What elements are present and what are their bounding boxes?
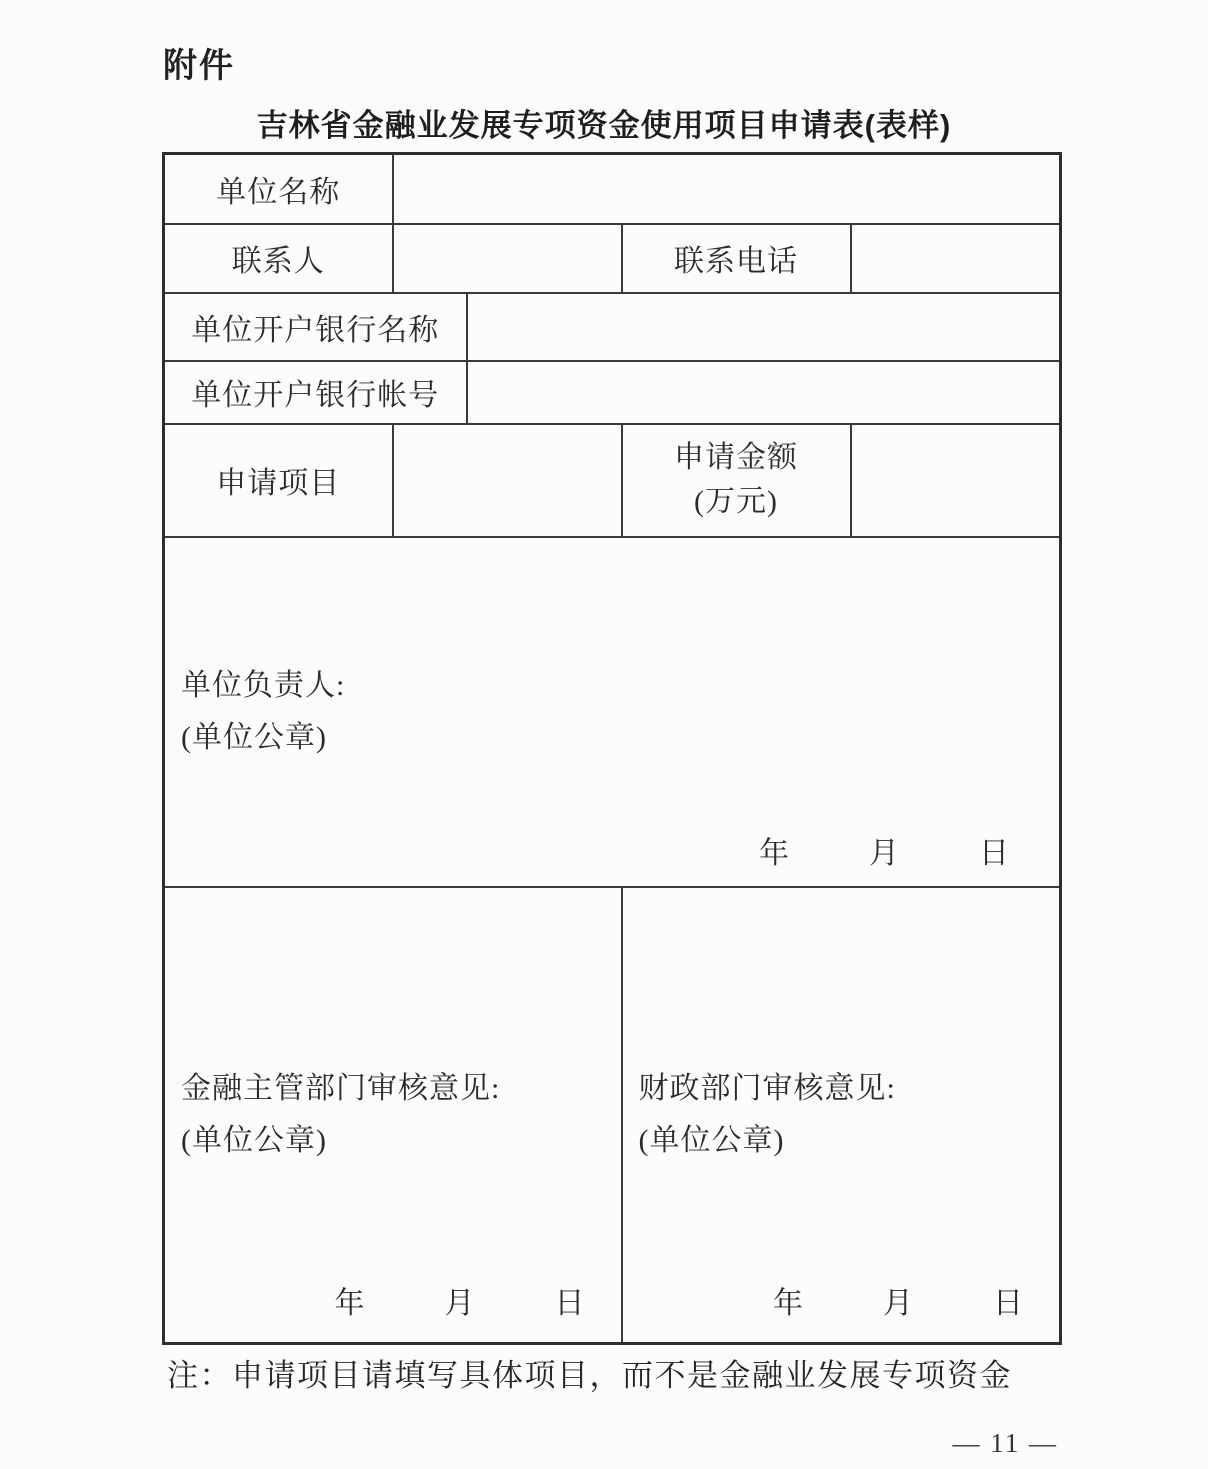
- unit-name-label: 单位名称: [164, 154, 393, 224]
- unit-head-date: [759, 828, 1009, 872]
- contact-phone-field: [851, 224, 1061, 293]
- page-title: 吉林省金融业发展专项资金使用项目申请表(表样): [256, 108, 952, 143]
- date-month-label: 月: [869, 836, 899, 870]
- bank-name-label: 单位开户银行名称: [164, 293, 467, 361]
- contact-phone-label: 联系电话: [622, 224, 851, 293]
- row-project: [164, 424, 1061, 537]
- row-unit-name: [164, 154, 1061, 224]
- bank-account-label: 单位开户银行帐号: [164, 361, 467, 424]
- page-number: — 11 —: [952, 1428, 1058, 1458]
- amount-field: [851, 424, 1061, 537]
- contact-label: 联系人: [164, 224, 393, 293]
- row-bank-name: [164, 293, 1061, 361]
- amount-label-line1: 申请金额: [674, 441, 798, 474]
- date-year-label: 年: [334, 1287, 365, 1320]
- bank-name-field: [467, 293, 1061, 361]
- project-label: 申请项目: [164, 424, 393, 537]
- unit-name-field: [393, 154, 1061, 224]
- contact-field: [393, 224, 622, 293]
- row-bank-account: [164, 361, 1061, 424]
- date-day-label: 日: [979, 836, 1009, 870]
- bank-account-field: [467, 361, 1061, 424]
- review-finance-date: [335, 1278, 585, 1322]
- review-fiscal-seal: (单位公章): [638, 1123, 785, 1157]
- row-contact: [164, 224, 1061, 293]
- unit-head-cell: [164, 537, 1061, 887]
- review-finance-cell: [164, 887, 622, 1344]
- footnote: 注：申请项目请填写具体项目，而不是金融业发展专项资金: [167, 1358, 1012, 1393]
- review-fiscal-date: [773, 1278, 1023, 1322]
- date-month-label: 月: [883, 1287, 913, 1320]
- date-month-label: 月: [444, 1287, 475, 1320]
- review-fiscal-cell: [622, 887, 1061, 1344]
- date-year-label: 年: [759, 836, 789, 870]
- amount-label-line2: (万元): [694, 485, 778, 518]
- unit-head-title: 单位负责人:: [181, 668, 346, 702]
- date-day-label: 日: [554, 1287, 585, 1320]
- review-finance-seal: (单位公章): [181, 1123, 327, 1157]
- attachment-label: 附件: [163, 47, 235, 85]
- row-review: [164, 887, 1061, 1344]
- project-field: [393, 424, 622, 537]
- date-year-label: 年: [773, 1287, 803, 1320]
- unit-head-seal: (单位公章): [181, 720, 327, 754]
- review-finance-title: 金融主管部门审核意见:: [181, 1072, 501, 1106]
- application-form-table: [162, 152, 1062, 1345]
- review-fiscal-title: 财政部门审核意见:: [638, 1072, 896, 1106]
- date-day-label: 日: [993, 1287, 1023, 1320]
- amount-label: [622, 424, 851, 537]
- row-unit-head: [164, 537, 1061, 887]
